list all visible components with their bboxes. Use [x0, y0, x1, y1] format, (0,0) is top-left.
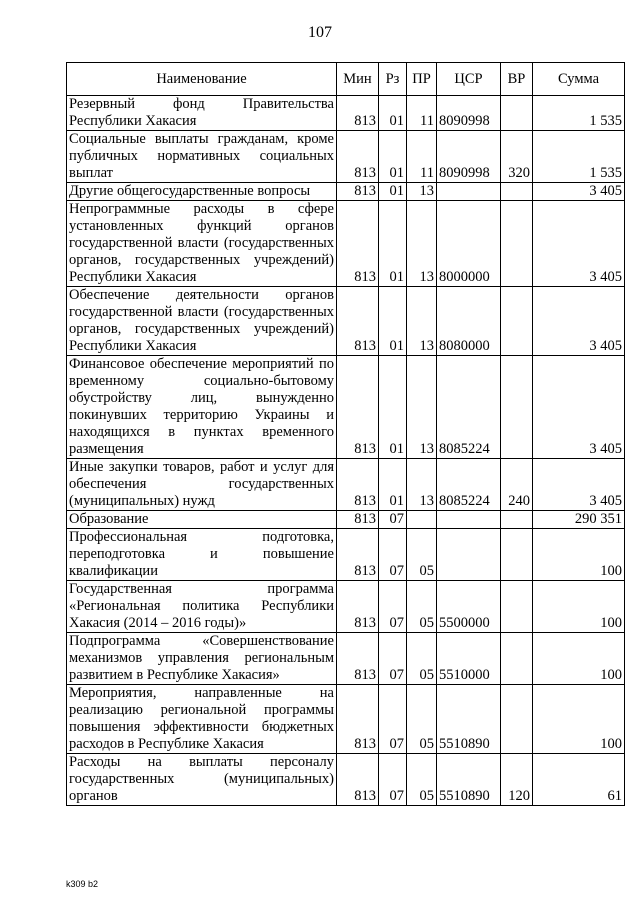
cell-name: Финансовое обеспечение мероприятий по временному социально-бытовому обустройству лиц, вынужденно покинувших территорию Украины и находящихся в пунктах временного размещения	[67, 356, 337, 459]
cell-name: Мероприятия, направленные на реализацию региональной программы повышения эффективности бюджетных расходов в Республике Хакасия	[67, 685, 337, 754]
cell-min: 813	[337, 96, 379, 131]
cell-min: 813	[337, 131, 379, 183]
cell-vr: 320	[501, 131, 533, 183]
cell-name: Подпрограмма «Совершенствование механизмов управления региональным развитием в Республике Хакасия»	[67, 633, 337, 685]
cell-csr: 5510890	[437, 754, 501, 806]
cell-sum: 100	[533, 529, 625, 581]
cell-csr: 5510000	[437, 633, 501, 685]
cell-name: Иные закупки товаров, работ и услуг для обеспечения государственных (муниципальных) нужд	[67, 459, 337, 511]
cell-rz: 01	[379, 183, 407, 201]
header-rz: Рз	[379, 63, 407, 96]
page-number: 107	[308, 24, 332, 41]
cell-csr: 8090998	[437, 131, 501, 183]
cell-min: 813	[337, 287, 379, 356]
cell-pr: 13	[407, 183, 437, 201]
cell-sum: 100	[533, 581, 625, 633]
cell-csr: 8085224	[437, 459, 501, 511]
cell-min: 813	[337, 685, 379, 754]
cell-csr	[437, 183, 501, 201]
cell-rz: 01	[379, 287, 407, 356]
cell-name: Другие общегосударственные вопросы	[67, 183, 337, 201]
footer-code: k309 b2	[66, 879, 99, 889]
cell-name: Государственная программа «Региональная политика Республики Хакасия (2014 – 2016 годы)»	[67, 581, 337, 633]
cell-sum: 100	[533, 633, 625, 685]
table-row	[67, 356, 625, 459]
cell-pr: 13	[407, 356, 437, 459]
cell-vr: 240	[501, 459, 533, 511]
cell-csr	[437, 529, 501, 581]
cell-sum: 3 405	[533, 459, 625, 511]
table-row	[67, 201, 625, 287]
table-row	[67, 131, 625, 183]
cell-rz: 07	[379, 685, 407, 754]
cell-vr	[501, 356, 533, 459]
cell-name: Резервный фонд Правительства Республики Хакасия	[67, 96, 337, 131]
cell-sum: 1 535	[533, 131, 625, 183]
cell-pr: 13	[407, 287, 437, 356]
cell-min: 813	[337, 201, 379, 287]
cell-vr	[501, 529, 533, 581]
cell-pr: 05	[407, 581, 437, 633]
cell-csr: 5500000	[437, 581, 501, 633]
header-min: Мин	[337, 63, 379, 96]
cell-min: 813	[337, 633, 379, 685]
cell-rz: 07	[379, 633, 407, 685]
cell-csr: 8085224	[437, 356, 501, 459]
cell-name: Социальные выплаты гражданам, кроме публичных нормативных социальных выплат	[67, 131, 337, 183]
cell-pr: 11	[407, 131, 437, 183]
header-vr: ВР	[501, 63, 533, 96]
header-pr: ПР	[407, 63, 437, 96]
cell-rz: 01	[379, 96, 407, 131]
table-row	[67, 287, 625, 356]
cell-sum: 61	[533, 754, 625, 806]
cell-name: Непрограммные расходы в сфере установленных функций органов государственной власти (государственных органов, государственных учреждений) Республики Хакасия	[67, 201, 337, 287]
cell-name: Образование	[67, 511, 337, 529]
cell-rz: 07	[379, 511, 407, 529]
cell-vr	[501, 581, 533, 633]
cell-min: 813	[337, 356, 379, 459]
cell-pr: 05	[407, 633, 437, 685]
header-name: Наименование	[67, 63, 337, 96]
cell-vr	[501, 96, 533, 131]
table-row	[67, 459, 625, 511]
cell-pr	[407, 511, 437, 529]
cell-sum: 3 405	[533, 183, 625, 201]
cell-pr: 05	[407, 754, 437, 806]
table-row	[67, 511, 625, 529]
table-row	[67, 633, 625, 685]
cell-name: Расходы на выплаты персоналу государственных (муниципальных) органов	[67, 754, 337, 806]
table-row	[67, 183, 625, 201]
cell-min: 813	[337, 511, 379, 529]
cell-vr	[501, 201, 533, 287]
cell-vr	[501, 685, 533, 754]
table-row	[67, 754, 625, 806]
cell-rz: 07	[379, 529, 407, 581]
table-row	[67, 529, 625, 581]
table-header-row	[67, 63, 625, 96]
cell-rz: 01	[379, 356, 407, 459]
cell-name: Профессиональная подготовка, переподготовка и повышение квалификации	[67, 529, 337, 581]
cell-csr: 8000000	[437, 201, 501, 287]
cell-min: 813	[337, 529, 379, 581]
cell-min: 813	[337, 183, 379, 201]
cell-rz: 01	[379, 131, 407, 183]
table-row	[67, 96, 625, 131]
cell-pr: 05	[407, 529, 437, 581]
cell-rz: 07	[379, 581, 407, 633]
cell-sum: 3 405	[533, 201, 625, 287]
header-sum: Сумма	[533, 63, 625, 96]
cell-min: 813	[337, 581, 379, 633]
cell-sum: 1 535	[533, 96, 625, 131]
cell-vr: 120	[501, 754, 533, 806]
cell-sum: 290 351	[533, 511, 625, 529]
cell-pr: 13	[407, 459, 437, 511]
cell-vr	[501, 633, 533, 685]
cell-rz: 07	[379, 754, 407, 806]
cell-min: 813	[337, 754, 379, 806]
cell-sum: 3 405	[533, 356, 625, 459]
cell-rz: 01	[379, 201, 407, 287]
cell-sum: 100	[533, 685, 625, 754]
cell-rz: 01	[379, 459, 407, 511]
table-row	[67, 685, 625, 754]
cell-sum: 3 405	[533, 287, 625, 356]
budget-table	[66, 62, 625, 806]
cell-name: Обеспечение деятельности органов государственной власти (государственных органов, государственных учреждений) Республики Хакасия	[67, 287, 337, 356]
cell-vr	[501, 287, 533, 356]
cell-csr: 8090998	[437, 96, 501, 131]
table-row	[67, 581, 625, 633]
cell-min: 813	[337, 459, 379, 511]
cell-csr	[437, 511, 501, 529]
cell-vr	[501, 511, 533, 529]
cell-pr: 05	[407, 685, 437, 754]
header-csr: ЦСР	[437, 63, 501, 96]
cell-csr: 5510890	[437, 685, 501, 754]
cell-pr: 11	[407, 96, 437, 131]
cell-csr: 8080000	[437, 287, 501, 356]
cell-pr: 13	[407, 201, 437, 287]
cell-vr	[501, 183, 533, 201]
